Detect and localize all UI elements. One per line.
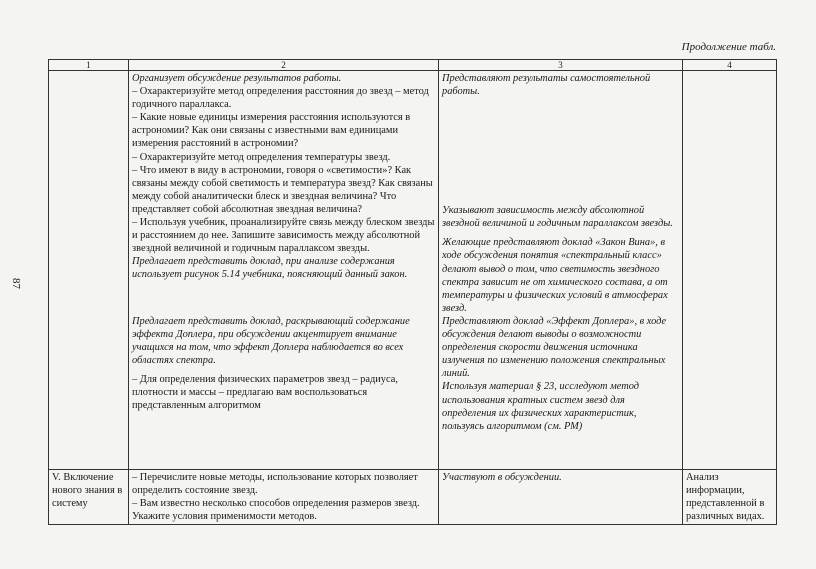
teacher-activity-cell <box>129 470 439 525</box>
student-text: Используя материал § 23, исследуют метод использования кратных систем звезд для определения их физических характеристик, пользуясь алгоритмом (см. РМ) <box>442 381 640 432</box>
header-row <box>49 60 777 71</box>
result-cell <box>683 71 777 470</box>
teacher-text: Организует обсуждение результатов работы. <box>132 73 342 84</box>
student-text: Желающие представляют доклад «Закон Вина», в ходе обсуждения понятия «спектральный класс» делают вывод о том, что светимость звездного спектра зависит не от химического состава, а от температуры и физических условий в атмосферах звезд. <box>442 237 668 314</box>
lesson-table <box>48 59 777 525</box>
teacher-text: – Какие новые единицы измерения расстояния используются в астрономии? Как они связаны с известными вам единицами измерения расстояний в астрономии? <box>132 112 411 150</box>
student-activity-cell <box>439 71 683 470</box>
teacher-text: – Для определения физических параметров звезд – радиуса, плотности и массы – предлагаю вам воспользоваться представленным алгоритмом <box>132 373 398 412</box>
student-text: Представляют результаты самостоятельной работы. <box>442 73 651 98</box>
result-cell: Анализ информации, представленной в различных видах. <box>683 470 777 525</box>
teacher-text: – Используя учебник, проанализируйте связь между блеском звезды и расстоянием до нее. Запишите зависимость между абсолютной звездной величиной и годичным параллаксом звезды. <box>132 217 435 255</box>
student-text: Представляют доклад «Эффект Доплера», в ходе обсуждения делают выводы о возможности определения скорости движения источника излучения по изменению положения спектральных линий. <box>442 315 667 380</box>
teacher-text: – Вам известно несколько способов определения размеров звезд. Укажите условия применимости методов. <box>132 498 420 523</box>
student-activity-cell: Участвуют в обсуждении. <box>439 470 683 525</box>
table-row <box>49 71 777 470</box>
teacher-text: Предлагает представить доклад, раскрывающий содержание эффекта Доплера, при обсуждении акцентирует внимание учащихся на том, что эффект Доплера наблюдается во всех областях спектра. <box>132 315 410 366</box>
stage-cell <box>49 71 129 470</box>
teacher-text: – Охарактеризуйте метод определения температуры звезд. <box>132 151 391 163</box>
header-col-4: 4 <box>683 60 777 71</box>
page-number: 87 <box>10 278 22 289</box>
teacher-text: – Что имеют в виду в астрономии, говоря о «светимости»? Как связаны между собой светимость и температура звезд? Как связаны между собой аналитически блеск и звездная величина? Что представляет собой абсолютная звездная величина? <box>132 164 433 215</box>
continuation-label: Продолжение табл. <box>681 41 776 53</box>
teacher-text: – Перечислите новые методы, использование которых позволяет определить состояние звезд. <box>132 472 418 497</box>
table-row <box>49 470 777 525</box>
stage-cell: V. Включение нового знания в систему <box>49 470 129 525</box>
header-col-1: 1 <box>49 60 129 71</box>
teacher-text: – Охарактеризуйте метод определения расстояния до звезд – метод годичного параллакса. <box>132 86 429 111</box>
teacher-text: Предлагает представить доклад, при анализе содержания использует рисунок 5.14 учебника, поясняющий данный закон. <box>132 256 408 281</box>
header-col-3: 3 <box>439 60 683 71</box>
student-text: Указывают зависимость между абсолютной звездной величиной и годичным параллаксом звезды. <box>442 205 673 230</box>
header-col-2: 2 <box>129 60 439 71</box>
teacher-activity-cell <box>129 71 439 470</box>
